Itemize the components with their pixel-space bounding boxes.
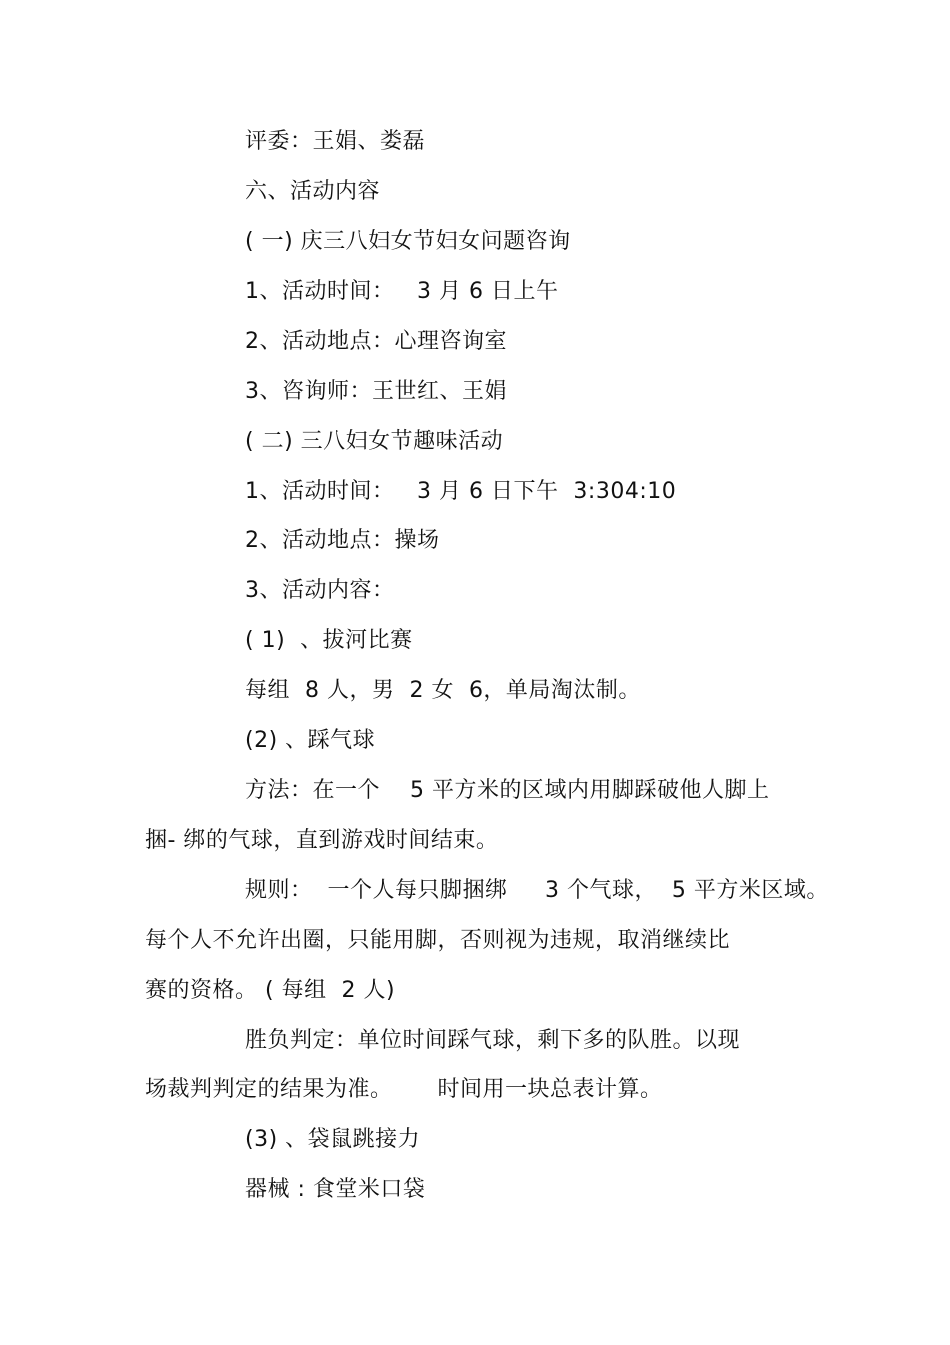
judges-line: 评委：王娟、娄磊 bbox=[245, 129, 426, 154]
balloon-method-line-2: 捆- 绑的气球，直到游戏时间结束。 bbox=[145, 828, 499, 853]
consultation-location-line: 2、活动地点：心理咨询室 bbox=[245, 329, 507, 354]
section-heading-activity-content: 六、活动内容 bbox=[245, 179, 381, 204]
tug-of-war-rules: 每组 8 人，男 2 女 6，单局淘汰制。 bbox=[245, 678, 641, 703]
subsection-heading-fun-activities: ( 二) 三八妇女节趣味活动 bbox=[245, 429, 504, 454]
subsection-heading-consultation: ( 一) 庆三八妇女节妇女问题咨询 bbox=[245, 229, 571, 254]
balloon-rules-line-2: 每个人不允许出圈，只能用脚，否则视为违规，取消继续比 bbox=[145, 928, 731, 953]
balloon-judging-line-2: 场裁判判定的结果为准。 时间用一块总表计算。 bbox=[145, 1077, 663, 1102]
kangaroo-relay-heading: (3) 、袋鼠跳接力 bbox=[245, 1127, 421, 1152]
fun-activity-content-line: 3、活动内容： bbox=[245, 578, 395, 603]
balloon-rules-line-3: 赛的资格。 ( 每组 2 人) bbox=[145, 978, 396, 1003]
consultation-time-line: 1、活动时间： 3 月 6 日上午 bbox=[245, 279, 559, 304]
balloon-method-line-1: 方法：在一个 5 平方米的区域内用脚踩破他人脚上 bbox=[245, 778, 770, 803]
fun-activity-location-line: 2、活动地点：操场 bbox=[245, 528, 440, 553]
consultants-line: 3、咨询师：王世红、王娟 bbox=[245, 379, 507, 404]
fun-activity-time-line: 1、活动时间： 3 月 6 日下午 3:304:10 bbox=[245, 479, 677, 504]
tug-of-war-heading: ( 1) 、拔河比赛 bbox=[245, 628, 413, 653]
balloon-stomp-heading: (2) 、踩气球 bbox=[245, 728, 376, 753]
kangaroo-equipment-line: 器械 : 食堂米口袋 bbox=[245, 1177, 426, 1202]
balloon-rules-line-1: 规则： 一个人每只脚捆绑 3 个气球， 5 平方米区域。 bbox=[245, 878, 829, 903]
balloon-judging-line-1: 胜负判定：单位时间踩气球，剩下多的队胜。以现 bbox=[245, 1028, 741, 1053]
